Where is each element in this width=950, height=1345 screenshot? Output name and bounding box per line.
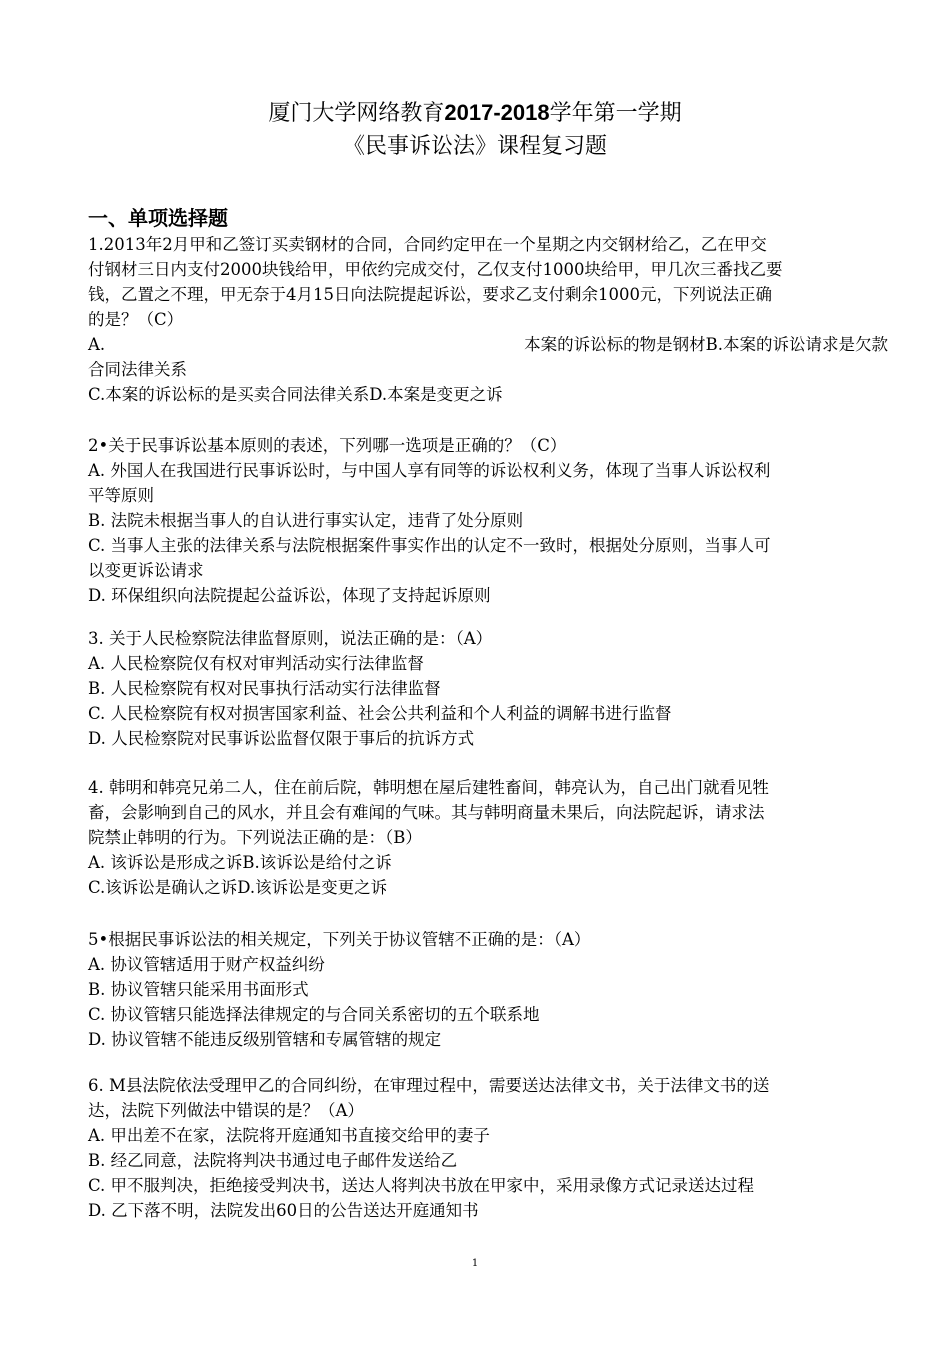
question-line: 以变更诉讼请求: [88, 561, 204, 580]
question-line: 付钢材三日内支付2000块钱给甲，甲依约完成交付，乙仅支付1000块给甲，甲几次三番找乙要: [88, 260, 783, 279]
question-3: [88, 626, 888, 751]
question-line: 达，法院下列做法中错误的是？（A）: [88, 1101, 364, 1120]
question-line: C.该诉讼是确认之诉D.该诉讼是变更之诉: [88, 878, 388, 897]
title-year: 2017-2018: [444, 100, 550, 125]
question-line: D. 环保组织向法院提起公益诉讼，体现了支持起诉原则: [88, 586, 491, 605]
section-heading: 一、单项选择题: [88, 206, 228, 230]
question-line: A. 甲出差不在家，法院将开庭通知书直接交给甲的妻子: [88, 1126, 490, 1145]
question-6: [88, 1073, 888, 1223]
title-prefix: 厦门大学网络教育: [268, 101, 445, 126]
question-line: 6. M县法院依法受理甲乙的合同纠纷，在审理过程中，需要送达法律文书，关于法律文书的送: [88, 1076, 770, 1095]
question-line: 平等原则: [88, 486, 154, 505]
question-line: 院禁止韩明的行为。下列说法正确的是：（B）: [88, 828, 422, 847]
page-number: 1: [471, 1258, 479, 1269]
question-5: [88, 927, 888, 1052]
question-line: D. 乙下落不明，法院发出60日的公告送达开庭通知书: [88, 1201, 479, 1220]
question-line: C. 协议管辖只能选择法律规定的与合同关系密切的五个联系地: [88, 1005, 540, 1024]
question-line: C. 当事人主张的法律关系与法院根据案件事实作出的认定不一致时，根据处分原则，当事人可: [88, 536, 771, 555]
option-label: A.: [88, 335, 106, 354]
question-line: 5•根据民事诉讼法的相关规定，下列关于协议管辖不正确的是：（A）: [88, 930, 591, 949]
option-text: 本案的诉讼标的物是钢材B.本案的诉讼请求是欠款: [524, 335, 888, 354]
document-title: [0, 96, 950, 127]
question-1: [88, 232, 888, 407]
question-line: A. 人民检察院仅有权对审判活动实行法律监督: [88, 654, 424, 673]
option-line: [88, 332, 888, 357]
title-suffix: 学年第一学期: [549, 101, 682, 126]
question-line: B. 经乙同意，法院将判决书通过电子邮件发送给乙: [88, 1151, 458, 1170]
question-2: [88, 433, 888, 608]
question-line: 畜，会影响到自己的风水，并且会有难闻的气味。其与韩明商量未果后，向法院起诉，请求法: [88, 803, 765, 822]
question-line: B. 人民检察院有权对民事执行活动实行法律监督: [88, 679, 441, 698]
option-line: 合同法律关系: [88, 360, 187, 379]
question-line: A. 协议管辖适用于财产权益纠纷: [88, 955, 325, 974]
option-line: C.本案的诉讼标的是买卖合同法律关系D.本案是变更之诉: [88, 385, 503, 404]
question-line: A. 该诉讼是形成之诉B.该诉讼是给付之诉: [88, 853, 392, 872]
question-line: C. 甲不服判决，拒绝接受判决书，送达人将判决书放在甲家中，采用录像方式记录送达过程: [88, 1176, 755, 1195]
document-subtitle: 《民事诉讼法》课程复习题: [342, 134, 607, 159]
question-line: 钱，乙置之不理，甲无奈于4月15日向法院提起诉讼，要求乙支付剩余1000元，下列说法正确: [88, 285, 772, 304]
question-line: C. 人民检察院有权对损害国家利益、社会公共利益和个人利益的调解书进行监督: [88, 704, 672, 723]
question-line: 2•关于民事诉讼基本原则的表述，下列哪一选项是正确的？（C）: [88, 436, 567, 455]
question-line: A. 外国人在我国进行民事诉讼时，与中国人享有同等的诉讼权利义务，体现了当事人诉讼权利: [88, 461, 771, 480]
question-line: B. 法院未根据当事人的自认进行事实认定，违背了处分原则: [88, 511, 524, 530]
question-line: 3. 关于人民检察院法律监督原则，说法正确的是：（A）: [88, 629, 493, 648]
question-line: 1.2013年2月甲和乙签订买卖钢材的合同，合同约定甲在一个星期之内交钢材给乙，乙在甲交: [88, 235, 767, 254]
question-4: [88, 775, 888, 900]
question-line: D. 协议管辖不能违反级别管辖和专属管辖的规定: [88, 1030, 442, 1049]
question-line: 的是？（C）: [88, 310, 184, 329]
question-line: D. 人民检察院对民事诉讼监督仅限于事后的抗诉方式: [88, 729, 475, 748]
question-line: B. 协议管辖只能采用书面形式: [88, 980, 309, 999]
question-line: 4. 韩明和韩亮兄弟二人，住在前后院，韩明想在屋后建牲畜间，韩亮认为，自己出门就看见牲: [88, 778, 769, 797]
